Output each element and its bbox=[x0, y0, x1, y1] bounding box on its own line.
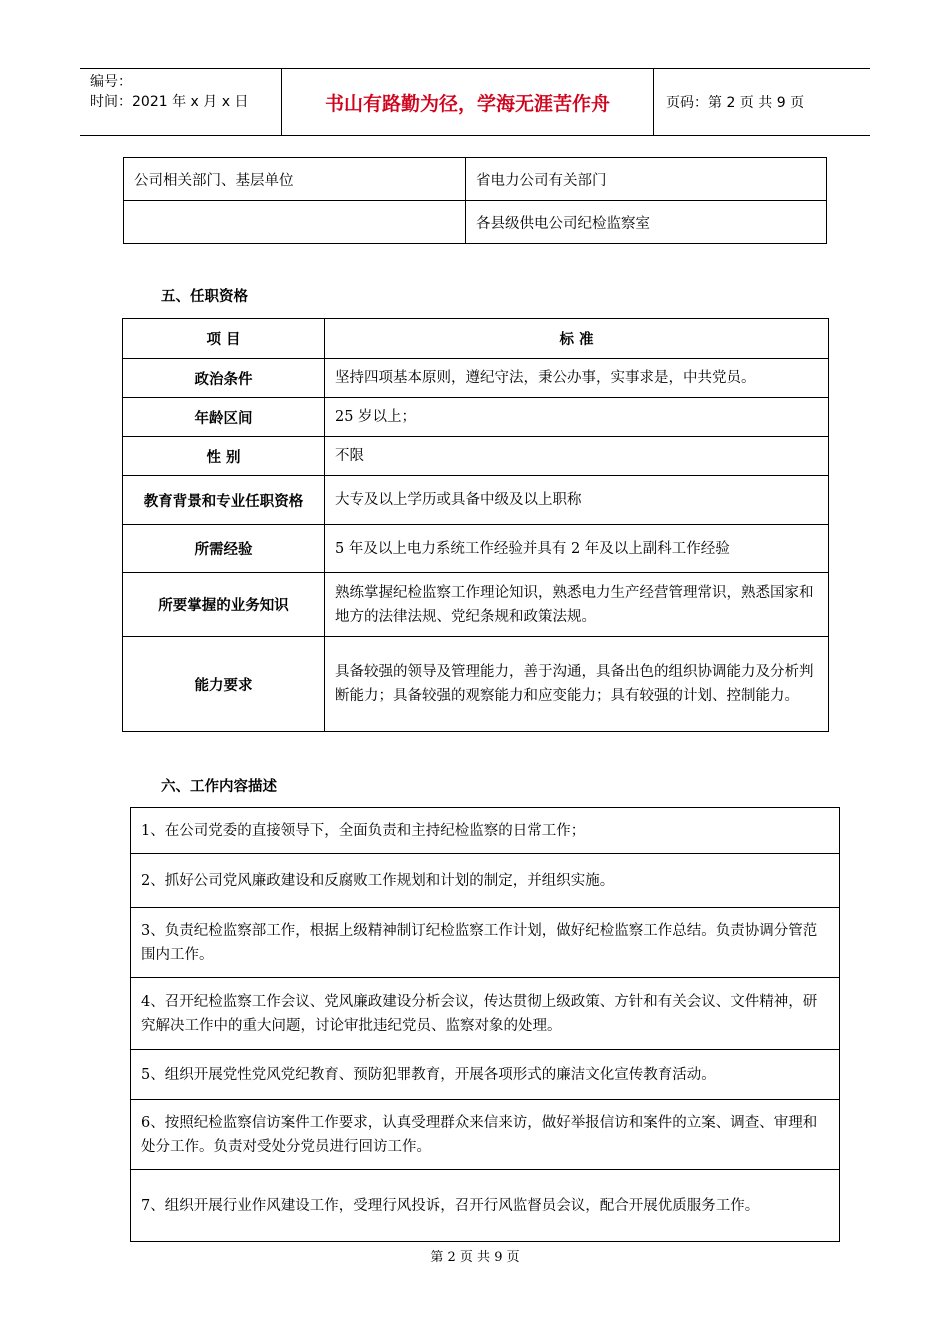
qualification-standard: 具备较强的领导及管理能力，善于沟通，具备出色的组织协调能力及分析判断能力；具备较强的观察能力和应变能力；具有较强的计划、控制能力。 bbox=[325, 637, 829, 732]
work-item: 5、组织开展党性党风党纪教育、预防犯罪教育，开展各项形式的廉洁文化宣传教育活动。 bbox=[131, 1050, 840, 1100]
qualification-item: 年龄区间 bbox=[123, 398, 325, 437]
work-item: 7、组织开展行业作风建设工作，受理行风投诉，召开行风监督员会议，配合开展优质服务工作。 bbox=[131, 1170, 840, 1242]
table-header-row bbox=[123, 319, 829, 359]
table-row bbox=[131, 1170, 840, 1242]
qualification-standard: 坚持四项基本原则，遵纪守法，秉公办事，实事求是，中共党员。 bbox=[325, 359, 829, 398]
table-cell: 省电力公司有关部门 bbox=[466, 158, 827, 201]
qualification-standard: 25 岁以上； bbox=[325, 398, 829, 437]
table-row bbox=[123, 573, 829, 637]
qualification-standard: 不限 bbox=[325, 437, 829, 476]
table-row bbox=[131, 1100, 840, 1170]
table-row bbox=[131, 908, 840, 978]
qualification-standard: 大专及以上学历或具备中级及以上职称 bbox=[325, 476, 829, 525]
column-header-item: 项 目 bbox=[123, 319, 325, 359]
qualification-standard: 熟练掌握纪检监察工作理论知识，熟悉电力生产经营管理常识，熟悉国家和地方的法律法规、党纪条规和政策法规。 bbox=[325, 573, 829, 637]
table-row bbox=[123, 637, 829, 732]
work-item: 6、按照纪检监察信访案件工作要求，认真受理群众来信来访，做好举报信访和案件的立案、调查、审理和处分工作。负责对受处分党员进行回访工作。 bbox=[131, 1100, 840, 1170]
table-cell: 各县级供电公司纪检监察室 bbox=[466, 201, 827, 244]
work-item: 4、召开纪检监察工作会议、党风廉政建设分析会议，传达贯彻上级政策、方针和有关会议、文件精神，研究解决工作中的重大问题，讨论审批违纪党员、监察对象的处理。 bbox=[131, 978, 840, 1050]
page-footer: 第 2 页 共 9 页 bbox=[430, 1250, 520, 1265]
section-title-work: 六、工作内容描述 bbox=[161, 779, 277, 795]
table-row bbox=[131, 1050, 840, 1100]
table-row bbox=[123, 476, 829, 525]
header-motto: 书山有路勤为径，学海无涯苦作舟 bbox=[282, 69, 654, 135]
work-item: 3、负责纪检监察部工作，根据上级精神制订纪检监察工作计划，做好纪检监察工作总结。负责协调分管范围内工作。 bbox=[131, 908, 840, 978]
qualification-item: 所要掌握的业务知识 bbox=[123, 573, 325, 637]
work-item: 2、抓好公司党风廉政建设和反腐败工作规划和计划的制定，并组织实施。 bbox=[131, 854, 840, 908]
qualification-item: 能力要求 bbox=[123, 637, 325, 732]
header-meta bbox=[80, 69, 282, 135]
table-row bbox=[123, 525, 829, 573]
page-header bbox=[80, 68, 870, 136]
table-row bbox=[123, 437, 829, 476]
table-cell: 公司相关部门、基层单位 bbox=[124, 158, 466, 201]
table-row bbox=[131, 854, 840, 908]
departments-table bbox=[123, 157, 827, 244]
table-row bbox=[123, 398, 829, 437]
table-row bbox=[131, 978, 840, 1050]
table-row bbox=[124, 201, 827, 244]
header-page-info: 页码：第 2 页 共 9 页 bbox=[666, 95, 805, 111]
table-row bbox=[131, 808, 840, 854]
time-label: 时间：2021 年 x 月 x 日 bbox=[90, 94, 249, 110]
column-header-standard: 标 准 bbox=[325, 319, 829, 359]
qualifications-table bbox=[122, 318, 829, 732]
qualification-standard: 5 年及以上电力系统工作经验并具有 2 年及以上副科工作经验 bbox=[325, 525, 829, 573]
qualification-item: 政治条件 bbox=[123, 359, 325, 398]
qualification-item: 所需经验 bbox=[123, 525, 325, 573]
section-title-qualifications: 五、任职资格 bbox=[161, 289, 248, 305]
work-item: 1、在公司党委的直接领导下，全面负责和主持纪检监察的日常工作； bbox=[131, 808, 840, 854]
table-row bbox=[123, 359, 829, 398]
qualification-item: 教育背景和专业任职资格 bbox=[123, 476, 325, 525]
serial-label: 编号： bbox=[90, 74, 132, 90]
work-description-table bbox=[130, 807, 840, 1242]
table-cell bbox=[124, 201, 466, 244]
table-row bbox=[124, 158, 827, 201]
qualification-item: 性 别 bbox=[123, 437, 325, 476]
